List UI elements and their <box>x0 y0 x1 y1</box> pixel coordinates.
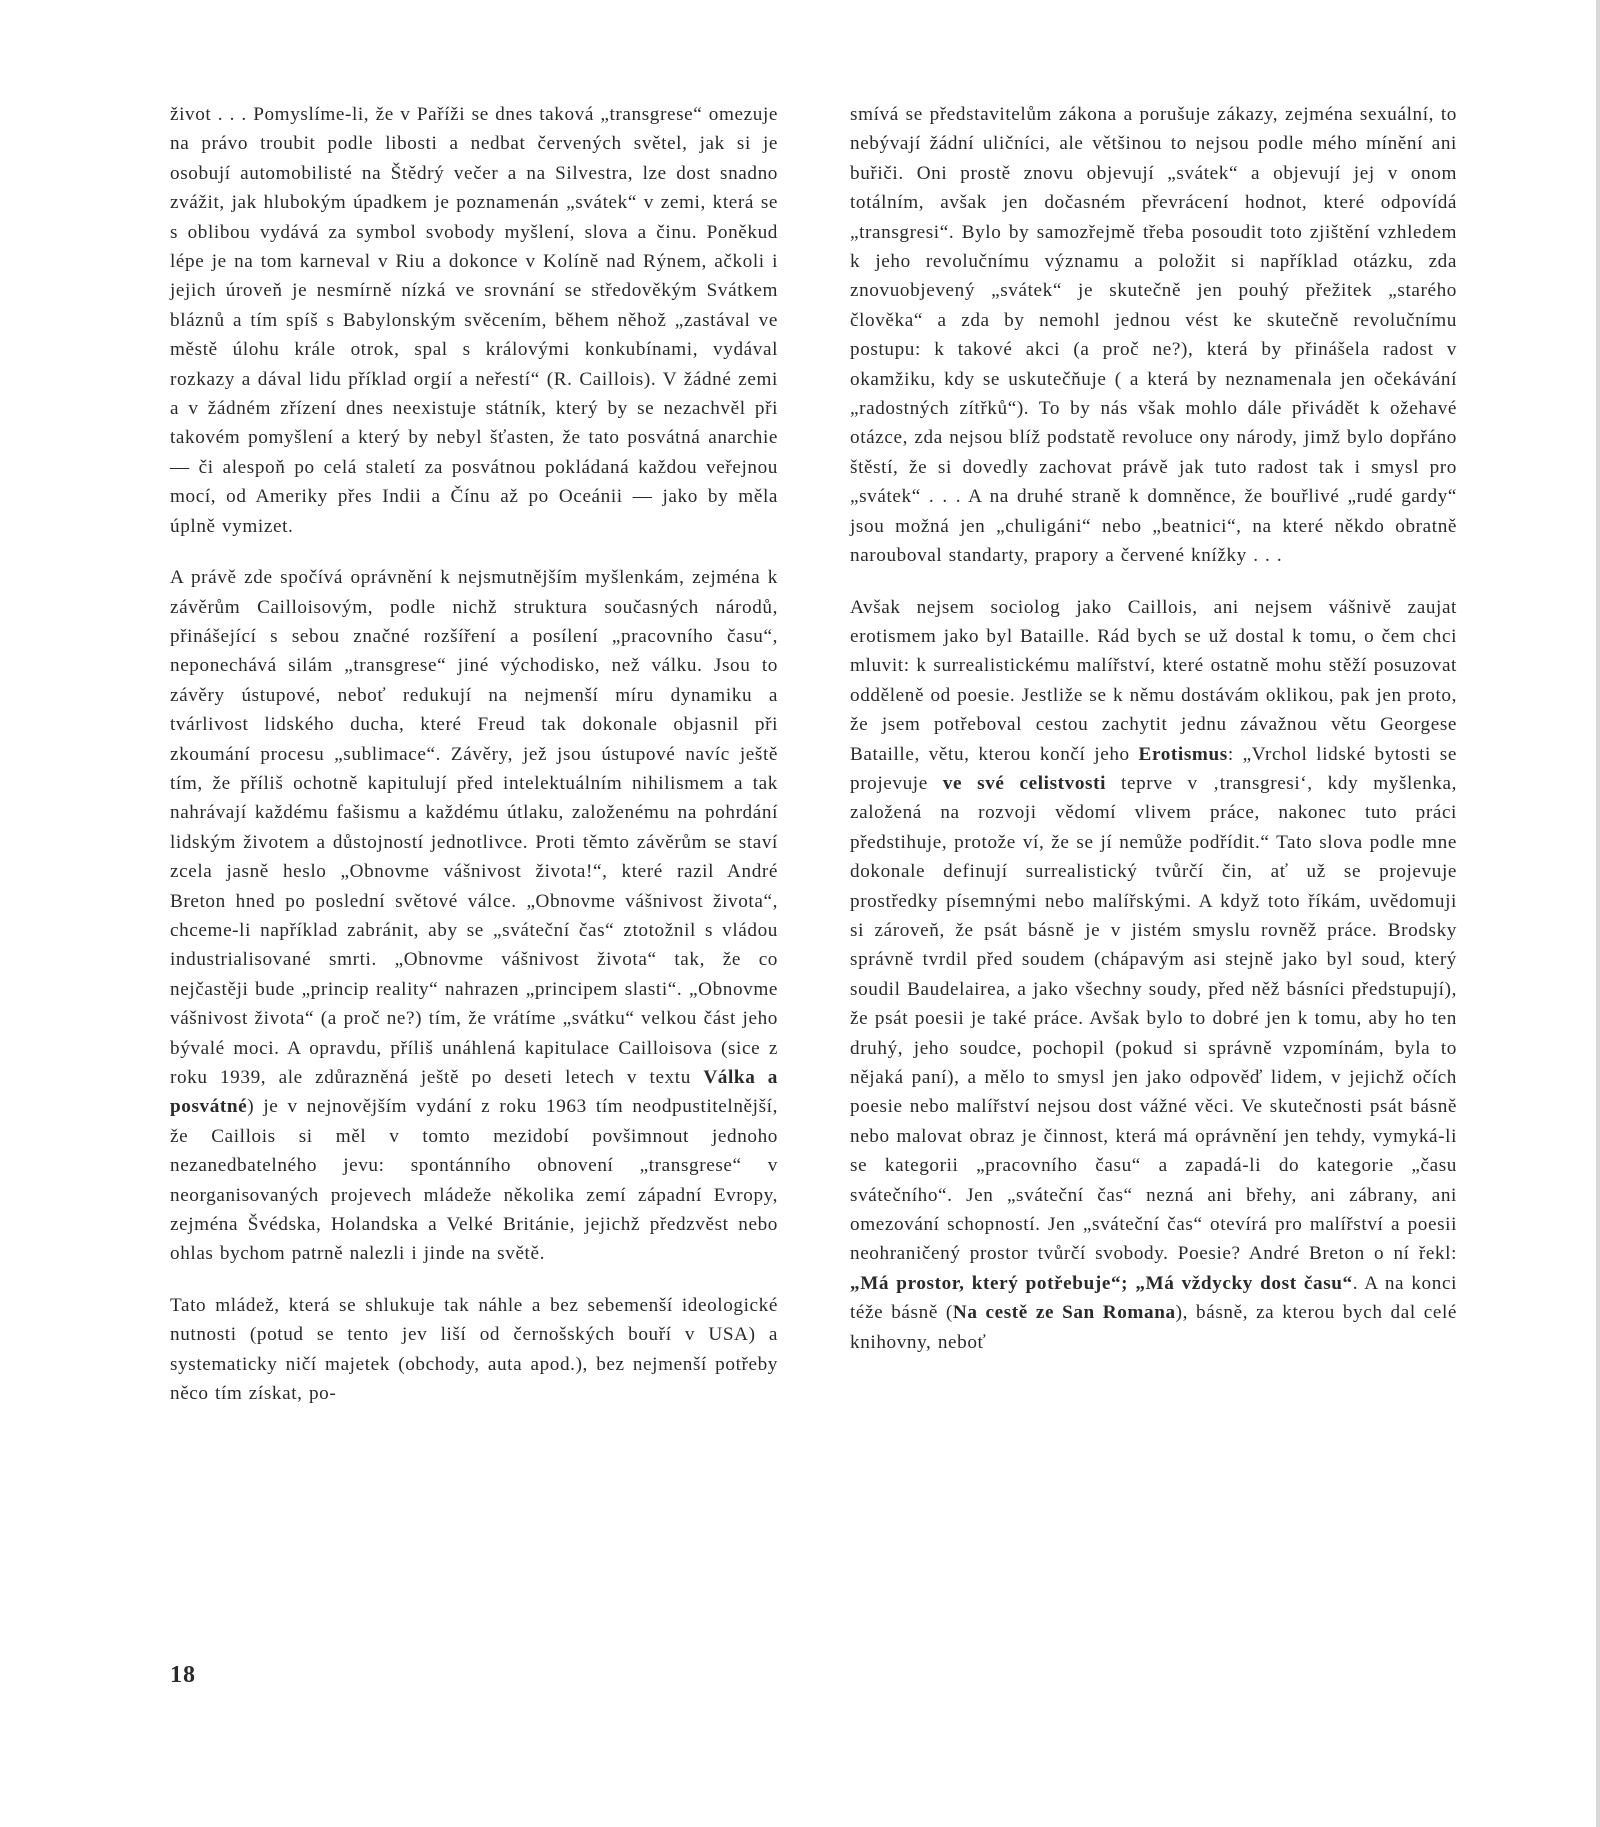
text-run: Tato mládež, která se shlukuje tak náhle a bez sebemenší ideologické nutnosti (potud se tento jev liší od černošských bouří v USA) a systematicky ničí majetek (obchody, auta apod.), bez nejmenší potřeby něco tím získat, po- <box>170 1294 778 1405</box>
right-column <box>850 100 1457 1357</box>
text-run: ) je v nejnovějším vydání z roku 1963 tím neodpustitelnější, že Caillois si měl v tomto mezidobí povšimnout jednoho nezanedbatelného jevu: spontánního obnovení „transgrese“ v neorganisovaných projevech mládeže několika zemí západní Evropy, zejména Švédska, Holandska a Velké Británie, jejichž předzvěst nebo ohlas bychom patrně nalezli i jinde na světě. <box>170 1096 778 1265</box>
paragraph <box>850 100 1457 571</box>
left-column <box>170 100 778 1408</box>
text-run: . A na konci téže básně ( <box>850 1272 1457 1324</box>
page-edge <box>1596 0 1600 1827</box>
text-run: Avšak nejsem sociolog jako Caillois, ani nejsem vášnivě zaujat erotismem jako byl Bataille. Rád bych se už dostal k tomu, o čem chci mluvit: k surrealistickému malířství, které ostatně mohu stěží posuzovat odděleně od poesie. Jestliže se k němu dostávám oklikou, pak jen proto, že jsem potřeboval cestou zachytit jednu závažnou větu Georgese Bataille, větu, kterou končí jeho <box>850 596 1457 765</box>
paragraph <box>170 1291 778 1409</box>
book-title-valka-a-posvatne: Válka a posvátné <box>170 1067 779 1118</box>
paragraph <box>850 593 1457 1358</box>
text-run: smívá se představitelům zákona a porušuje zákazy, zejména sexuální, to nebývají žádní uličníci, ale většinou to nejsou podle mého mínění ani buřiči. Oni prostě znovu objevují „svátek“ a objevují jej v onom totálním, avšak jen dočasném převrácení hodnot, které odpovídá „transgresi“. Bylo by samozřejmě třeba posoudit toto zjištění vzhledem k jeho revolučnímu významu a položit si například otázku, zda znovuobjevený „svátek“ je skutečně jen pouhý přežitek „starého člověka“ a zda by nemohl jednou vést ke skutečně revolučnímu postupu: k takové akci (a proč ne?), která by přinášela radost v okamžiku, kdy se uskutečňuje ( a která by neznamenala jen očekávání „radostných zítřků“). To by nás však mohlo dále přivádět k ožehavé otázce, zda nejsou blíž podstatě revoluce ony národy, jimž bylo dopřáno štěstí, že si dovedly zachovat právě jak tuto radost tak i smysl pro „svátek“ . . . A na druhé straně k domněnce, že bouřlivé „rudé gardy“ jsou možná jen „chuligáni“ nebo „beatnici“, na které někdo obratně narouboval standarty, prapory a červené knížky . . . <box>850 104 1457 567</box>
breton-quote: „Má prostor, který potřebuje“; „Má vždycky dost času“ <box>850 1272 1353 1294</box>
text-run: ), básně, za kterou bych dal celé knihovny, neboť <box>850 1302 1457 1353</box>
text-run: A právě zde spočívá oprávnění k nejsmutnějším myšlenkám, zejména k závěrům Cailloisovým, podle nichž struktura současných národů, přinášející s sebou značné rozšíření a posílení „pracovního času“, neponechává silám „transgrese“ jiné východisko, než válku. Jsou to závěry ústupové, neboť redukují na nejmenší míru dynamiku a tvárlivost lidského ducha, které Freud tak dokonale objasnil při zkoumání procesu „sublimace“. Závěry, jež jsou ústupové navíc ještě tím, že příliš ochotně kapitulují před intelektuálním nihilismem a tak nahrávají každému fašismu a každému útlaku, založenému na pohrdání lidským životem a důstojností jednotlivce. Proti těmto závěrům se staví zcela jasně heslo „Obnovme vášnivost života!“, které razil André Breton hned po poslední světové válce. „Obnovme vášnivost života“, chceme-li například zabránit, aby se „sváteční čas“ ztotožnil s vládou industrialisované smrti. „Obnovme vášnivost života“ tak, že co nejčastěji bude „princip reality“ nahrazen „principem slasti“. „Obnovme vášnivost života“ (a proč ne?) tím, že vrátíme „svátku“ velkou část jeho bývalé moci. A opravdu, příliš unáhlená kapitulace Cailloisova (sice z roku 1939, ale zdůrazněná ještě po deseti letech v textu <box>170 567 778 1088</box>
text-run: : „Vrchol lidské bytosti se projevuje <box>850 743 1457 794</box>
page-number: 18 <box>170 1662 196 1688</box>
text-run: teprve v ‚transgresi‘, kdy myšlenka, založená na rozvoji vědomí vlivem práce, nakonec tuto práci předstihuje, protože ví, že se jí nemůže podřídit.“ Tato slova podle mne dokonale definují surrealistický tvůrčí čin, ať už se projevuje prostředky písemnými nebo malířskými. A když toto říkám, uvědomuji si zároveň, že psát básně je v jistém smyslu rovněž práce. Brodsky správně tvrdil před soudem (chápavým asi stejně jako byl soud, který soudil Baudelairea, a jako všechny soudy, před něž básníci předstupují), že psát poesii je také práce. Avšak bylo to dobré jen k tomu, aby ho ten druhý, jeho soudce, pochopil (pokud si správně vzpomínám, byla to nějaká paní), a mělo to smysl jen jako odpověď lidem, v jejichž očích poesie nebo malířství nejsou dost vážné věci. Ve skutečnosti psát básně nebo malovat obraz je činnost, která má oprávnění jen tehdy, vymyká-li se kategorii „pracovního času“ a zapadá-li do kategorie „času svátečního“. Jen „sváteční čas“ nezná ani břehy, ani zábrany, ani omezování schopností. Jen „sváteční čas“ otevírá pro malířství a poesii neohraničený prostor tvůrčí svobody. Poesie? André Breton o ní řekl: <box>850 772 1457 1265</box>
paragraph <box>170 563 778 1269</box>
text-run: život . . . Pomyslíme-li, že v Paříži se dnes taková „transgrese“ omezuje na právo troubit podle libosti a nedbat červených světel, jak si je osobují automobilisté na Štědrý večer a na Silvestra, lze dost snadno zvážit, jak hlubokým úpadkem je poznamenán „svátek“ v zemi, která se s oblibou vydává za symbol svobody myšlení, slova a činu. Poněkud lépe je na tom karneval v Riu a dokonce v Kolíně nad Rýnem, ačkoli i jejich úroveň je nesmírně nízká ve srovnání se středověkým Svátkem bláznů a tím spíš s Babylonským svěcením, během něhož „zastával ve městě úlohu krále otrok, spal s královými konkubínami, vydával rozkazy a dával lidu příklad orgií a neřestí“ (R. Caillois). V žádné zemi a v žádném zřízení dnes neexistuje státník, který by se nezachvěl při takovém pomyšlení a který by nebyl šťasten, že tato posvátná anarchie — či alespoň po celá staletí za posvátnou pokládaná každou veřejnou mocí, od Ameriky přes Indii a Čínu až po Oceánii — jako by měla úplně vymizet. <box>170 104 778 537</box>
emphasis-ve-sve-celistvosti: ve své celistvosti <box>942 772 1107 794</box>
poem-title-na-ceste-ze-san-romana: Na cestě ze San Romana <box>952 1302 1176 1324</box>
book-title-erotismus: Erotismus <box>1138 743 1228 765</box>
paragraph <box>170 100 778 541</box>
